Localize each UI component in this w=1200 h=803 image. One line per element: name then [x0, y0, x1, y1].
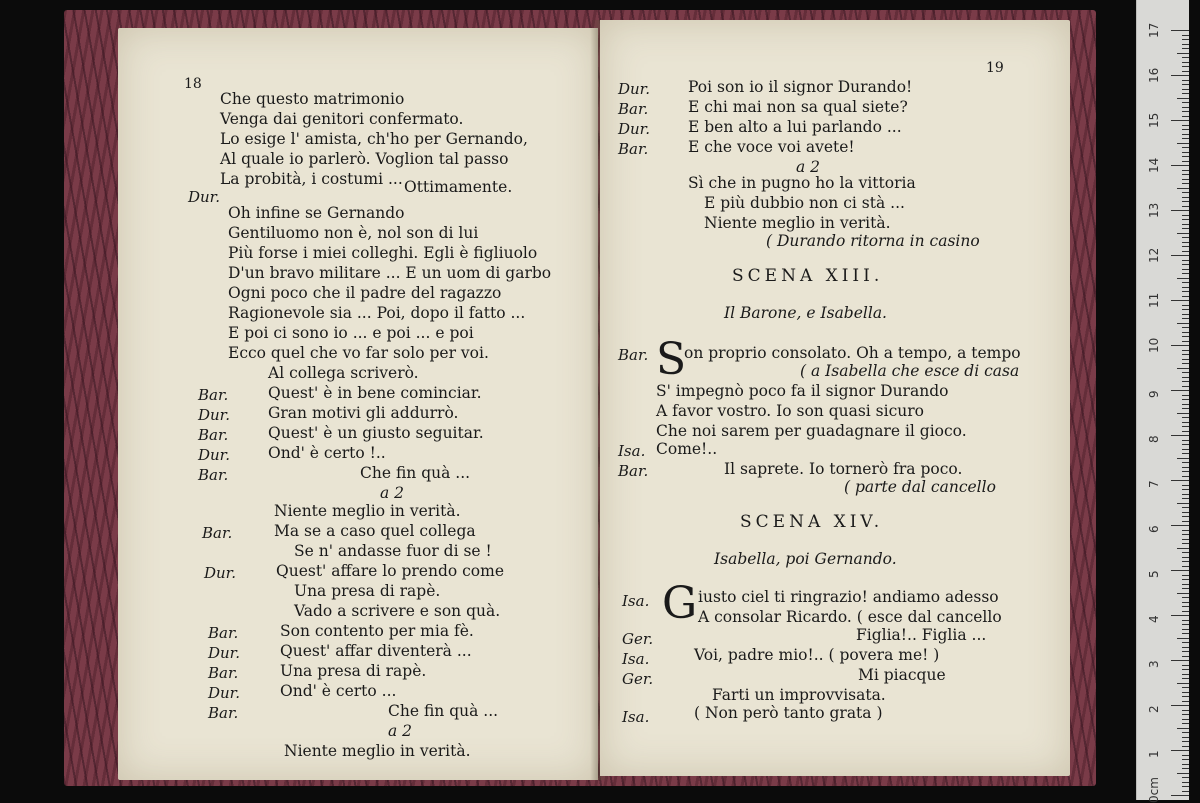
ruler-tick	[1182, 422, 1189, 423]
text-line: E poi ci sono io ... e poi ... e poi	[228, 324, 474, 342]
ruler-tick	[1171, 660, 1189, 661]
speaker-label: Bar.	[198, 386, 229, 404]
speaker-label: Bar.	[202, 524, 233, 542]
speaker-label: Ger.	[622, 630, 654, 648]
text-line: Più forse i miei colleghi. Egli è figliuolo	[228, 244, 538, 262]
ruler-tick	[1182, 102, 1189, 103]
ruler-tick	[1182, 507, 1189, 508]
ruler-tick	[1182, 417, 1189, 418]
ruler-tick	[1182, 296, 1189, 297]
ruler-tick	[1182, 147, 1189, 148]
text-line: Che fin quà ...	[388, 702, 499, 720]
left-page-number: 18	[184, 76, 202, 92]
ruler-tick	[1177, 53, 1189, 54]
ruler-tick	[1182, 314, 1189, 315]
ruler-tick	[1182, 786, 1189, 787]
ruler-tick	[1182, 521, 1189, 522]
ruler-tick	[1182, 125, 1189, 126]
right-page-number: 19	[986, 60, 1004, 76]
ruler-tick	[1171, 165, 1189, 166]
ruler-tick	[1182, 399, 1189, 400]
ruler-tick	[1182, 363, 1189, 364]
ruler-tick	[1182, 48, 1189, 49]
text-line: a 2	[380, 484, 405, 502]
ruler-tick	[1182, 579, 1189, 580]
ruler-tick	[1177, 593, 1189, 594]
ruler-label: 4	[1147, 615, 1161, 623]
ruler-tick	[1182, 561, 1189, 562]
ruler-tick	[1182, 665, 1189, 666]
ruler-tick	[1182, 111, 1189, 112]
ruler-tick	[1182, 129, 1189, 130]
text-line: Ecco quel che vo far solo per voi.	[228, 344, 489, 362]
ruler-tick	[1182, 350, 1189, 351]
ruler-tick	[1177, 278, 1189, 279]
ruler-tick	[1182, 462, 1189, 463]
text-line: Una presa di rapè.	[280, 662, 427, 680]
ruler-tick	[1182, 269, 1189, 270]
ruler-tick	[1182, 201, 1189, 202]
ruler-label: 0cm	[1147, 777, 1161, 803]
ruler-tick	[1182, 44, 1189, 45]
speaker-label: Bar.	[208, 624, 239, 642]
ruler-tick	[1182, 755, 1189, 756]
ruler-tick	[1182, 741, 1189, 742]
ruler-tick	[1171, 255, 1189, 256]
ruler-tick	[1171, 435, 1189, 436]
text-line: Che fin quà ...	[360, 464, 471, 482]
ruler-tick	[1182, 710, 1189, 711]
text-line: Niente meglio in verità.	[284, 742, 471, 760]
ruler-tick	[1182, 264, 1189, 265]
speaker-label: Bar.	[208, 704, 239, 722]
ruler-tick	[1182, 539, 1189, 540]
ruler-tick	[1171, 795, 1189, 796]
ruler-tick	[1182, 327, 1189, 328]
ruler-tick	[1171, 30, 1189, 31]
text-line: Quest' è in bene cominciar.	[268, 384, 482, 402]
ruler-tick	[1182, 696, 1189, 697]
ruler-tick	[1182, 354, 1189, 355]
ruler-tick	[1182, 318, 1189, 319]
ruler-label: 17	[1147, 22, 1161, 38]
ruler-tick	[1177, 638, 1189, 639]
text-line: Quest' è un giusto seguitar.	[268, 424, 484, 442]
ruler-tick	[1182, 174, 1189, 175]
ruler-tick	[1182, 282, 1189, 283]
ruler-tick	[1182, 633, 1189, 634]
ruler-tick	[1182, 386, 1189, 387]
ruler-tick	[1171, 390, 1189, 391]
ruler-tick	[1182, 440, 1189, 441]
ruler-tick	[1182, 732, 1189, 733]
ruler-tick	[1182, 530, 1189, 531]
ruler-tick	[1182, 777, 1189, 778]
text-line: Se n' andasse fuor di se !	[294, 542, 492, 560]
ruler-tick	[1182, 377, 1189, 378]
ruler-tick	[1182, 287, 1189, 288]
text-line: ( Non però tanto grata )	[694, 704, 883, 722]
text-line: Ragionevole sia ... Poi, dopo il fatto ...	[228, 304, 526, 322]
ruler-tick	[1182, 89, 1189, 90]
ruler-label: 14	[1147, 157, 1161, 173]
ruler-tick	[1177, 233, 1189, 234]
text-line: Quest' affare lo prendo come	[276, 562, 505, 580]
text-line: Sì che in pugno ho la vittoria	[688, 174, 916, 192]
ruler-label: 13	[1147, 202, 1161, 218]
ruler-tick	[1182, 629, 1189, 630]
ruler-tick	[1182, 642, 1189, 643]
ruler-tick	[1182, 498, 1189, 499]
ruler-label: 1	[1147, 750, 1161, 758]
ruler-tick	[1182, 332, 1189, 333]
speaker-label: Isa.	[622, 650, 650, 668]
ruler-tick	[1182, 692, 1189, 693]
ruler-tick	[1182, 791, 1189, 792]
ruler-tick	[1182, 219, 1189, 220]
speaker-label: Dur.	[204, 564, 236, 582]
text-line: on proprio consolato. Oh a tempo, a tempo	[684, 344, 1021, 362]
ruler-tick	[1171, 300, 1189, 301]
ruler-tick	[1182, 584, 1189, 585]
text-line: Ond' è certo ...	[280, 682, 397, 700]
ruler-tick	[1182, 359, 1189, 360]
speaker-label: Ger.	[622, 670, 654, 688]
ruler-tick	[1182, 759, 1189, 760]
ruler-tick	[1182, 138, 1189, 139]
text-line: E più dubbio non ci stà ...	[704, 194, 905, 212]
ruler-tick	[1182, 66, 1189, 67]
ruler-tick	[1171, 705, 1189, 706]
text-line: a 2	[388, 722, 413, 740]
ruler-tick	[1182, 543, 1189, 544]
text-line: Ond' è certo !..	[268, 444, 386, 462]
speaker-label: Dur.	[198, 446, 230, 464]
ruler-tick	[1182, 336, 1189, 337]
ruler-tick	[1182, 134, 1189, 135]
ruler-tick	[1182, 606, 1189, 607]
ruler-tick	[1182, 588, 1189, 589]
speaker-label: Bar.	[198, 426, 229, 444]
ruler-tick	[1182, 372, 1189, 373]
ruler-tick	[1182, 183, 1189, 184]
ruler-tick	[1182, 260, 1189, 261]
ruler-tick	[1177, 98, 1189, 99]
ruler-tick	[1182, 512, 1189, 513]
ruler-tick	[1182, 651, 1189, 652]
drop-cap: S	[656, 334, 687, 385]
ruler-tick	[1177, 773, 1189, 774]
ruler-tick	[1182, 476, 1189, 477]
text-line: Ma se a caso quel collega	[274, 522, 476, 540]
ruler-tick	[1171, 570, 1189, 571]
text-line: Voi, padre mio!.. ( povera me! )	[694, 646, 940, 664]
text-line: Quest' affar diventerà ...	[280, 642, 472, 660]
ruler-tick	[1182, 575, 1189, 576]
ruler-tick	[1182, 57, 1189, 58]
ruler-tick	[1182, 719, 1189, 720]
ruler-tick	[1182, 552, 1189, 553]
measurement-ruler	[1136, 0, 1189, 803]
ruler-tick	[1182, 714, 1189, 715]
ruler-tick	[1182, 228, 1189, 229]
ruler-label: 2	[1147, 705, 1161, 713]
ruler-tick	[1182, 215, 1189, 216]
text-line: Oh infine se Gernando	[228, 204, 405, 222]
ruler-label: 10	[1147, 337, 1161, 353]
ruler-tick	[1177, 683, 1189, 684]
text-line: A consolar Ricardo. ( esce dal cancello	[698, 608, 1002, 626]
speaker-label: Bar.	[618, 140, 649, 158]
text-line: Farti un improvvisata.	[712, 686, 886, 704]
speaker-label: Bar.	[618, 346, 649, 364]
ruler-tick	[1182, 494, 1189, 495]
ruler-tick	[1182, 620, 1189, 621]
text-line: Al collega scriverò.	[268, 364, 419, 382]
ruler-tick	[1182, 93, 1189, 94]
text-line: Al quale io parlerò. Voglion tal passo	[220, 150, 509, 168]
ruler-tick	[1182, 179, 1189, 180]
ruler-tick	[1182, 237, 1189, 238]
text-line: Una presa di rapè.	[294, 582, 441, 600]
ruler-tick	[1182, 489, 1189, 490]
ruler-label: 15	[1147, 112, 1161, 128]
ruler-tick	[1182, 656, 1189, 657]
ruler-tick	[1182, 309, 1189, 310]
ruler-tick	[1182, 597, 1189, 598]
ruler-tick	[1182, 84, 1189, 85]
ruler-tick	[1182, 701, 1189, 702]
ruler-tick	[1182, 768, 1189, 769]
speaker-label: Dur.	[208, 644, 240, 662]
speaker-label: Isa.	[618, 442, 646, 460]
ruler-tick	[1182, 305, 1189, 306]
text-line: a 2	[796, 158, 821, 176]
ruler-tick	[1182, 408, 1189, 409]
ruler-tick	[1177, 143, 1189, 144]
ruler-tick	[1182, 35, 1189, 36]
ruler-tick	[1171, 210, 1189, 211]
text-line: Lo esige l' amista, ch'ho per Gernando,	[220, 130, 528, 148]
speaker-label: Dur.	[618, 120, 650, 138]
ruler-tick	[1177, 503, 1189, 504]
ruler-tick	[1182, 431, 1189, 432]
text-line: ( parte dal cancello	[844, 478, 996, 496]
speaker-label: Bar.	[208, 664, 239, 682]
ruler-tick	[1182, 624, 1189, 625]
ruler-tick	[1171, 120, 1189, 121]
text-line: Niente meglio in verità.	[704, 214, 891, 232]
ruler-tick	[1182, 246, 1189, 247]
ruler-tick	[1182, 251, 1189, 252]
text-line: S' impegnò poco fa il signor Durando	[656, 382, 949, 400]
ruler-tick	[1182, 723, 1189, 724]
ruler-label: 11	[1147, 292, 1161, 308]
ruler-tick	[1182, 291, 1189, 292]
drop-cap: G	[662, 578, 698, 629]
ruler-tick	[1182, 557, 1189, 558]
ruler-tick	[1182, 152, 1189, 153]
ruler-tick	[1182, 273, 1189, 274]
text-line: ( a Isabella che esce di casa	[800, 362, 1020, 380]
ruler-tick	[1182, 678, 1189, 679]
ruler-tick	[1182, 485, 1189, 486]
ruler-tick	[1182, 444, 1189, 445]
ruler-tick	[1177, 728, 1189, 729]
ruler-tick	[1182, 737, 1189, 738]
text-line: Come!..	[656, 440, 718, 458]
ruler-label: 7	[1147, 480, 1161, 488]
text-line: Che questo matrimonio	[220, 90, 405, 108]
speaker-label: Bar.	[618, 100, 649, 118]
ruler-tick	[1182, 602, 1189, 603]
text-line: iusto ciel ti ringrazio! andiamo adesso	[698, 588, 999, 606]
ruler-tick	[1177, 368, 1189, 369]
speaker-label: Dur.	[618, 80, 650, 98]
ruler-tick	[1182, 764, 1189, 765]
text-line: Ogni poco che il padre del ragazzo	[228, 284, 502, 302]
ruler-tick	[1171, 480, 1189, 481]
text-line: Venga dai genitori confermato.	[220, 110, 464, 128]
ruler-label: 16	[1147, 67, 1161, 83]
ruler-tick	[1182, 39, 1189, 40]
text-line: Che noi sarem per guadagnare il gioco.	[656, 422, 967, 440]
ruler-label: 12	[1147, 247, 1161, 263]
ruler-tick	[1182, 71, 1189, 72]
ruler-tick	[1182, 746, 1189, 747]
scene-characters: Il Barone, e Isabella.	[724, 304, 887, 322]
scene-heading: SCENA XIII.	[732, 266, 884, 286]
ruler-tick	[1177, 413, 1189, 414]
ruler-label: 6	[1147, 525, 1161, 533]
text-line: Niente meglio in verità.	[274, 502, 461, 520]
speaker-label: Bar.	[198, 466, 229, 484]
ruler-tick	[1182, 395, 1189, 396]
right-page	[600, 20, 1070, 776]
ruler-tick	[1182, 467, 1189, 468]
ruler-tick	[1177, 323, 1189, 324]
speaker-label: Isa.	[622, 592, 650, 610]
text-line: Gran motivi gli addurrò.	[268, 404, 459, 422]
text-line: E ben alto a lui parlando ...	[688, 118, 902, 136]
ruler-tick	[1182, 197, 1189, 198]
ruler-tick	[1182, 224, 1189, 225]
speaker-label: Isa.	[622, 708, 650, 726]
ruler-tick	[1182, 156, 1189, 157]
ruler-tick	[1182, 242, 1189, 243]
text-line: A favor vostro. Io son quasi sicuro	[656, 402, 924, 420]
ruler-tick	[1182, 192, 1189, 193]
ruler-tick	[1182, 516, 1189, 517]
ruler-tick	[1182, 206, 1189, 207]
ruler-tick	[1182, 426, 1189, 427]
speaker-label: Dur.	[198, 406, 230, 424]
ruler-tick	[1171, 75, 1189, 76]
ruler-tick	[1182, 107, 1189, 108]
text-line: E che voce voi avete!	[688, 138, 855, 156]
ruler-tick	[1171, 750, 1189, 751]
ruler-label: 5	[1147, 570, 1161, 578]
text-line: E chi mai non sa qual siete?	[688, 98, 908, 116]
ruler-tick	[1182, 170, 1189, 171]
scene-heading: SCENA XIV.	[740, 512, 884, 532]
speaker-label: Dur.	[188, 188, 220, 206]
ruler-tick	[1182, 471, 1189, 472]
text-line: Mi piacque	[858, 666, 946, 684]
text-line: Son contento per mia fè.	[280, 622, 474, 640]
text-line: Figlia!.. Figlia ...	[856, 626, 987, 644]
ruler-tick	[1182, 782, 1189, 783]
text-line: ( Durando ritorna in casino	[766, 232, 980, 250]
text-line: Vado a scrivere e son quà.	[294, 602, 501, 620]
text-line: Poi son io il signor Durando!	[688, 78, 913, 96]
text-line: La probità, i costumi ...	[220, 170, 403, 188]
ruler-tick	[1182, 611, 1189, 612]
ruler-tick	[1182, 453, 1189, 454]
speaker-label: Dur.	[208, 684, 240, 702]
ruler-label: 8	[1147, 435, 1161, 443]
ruler-tick	[1182, 341, 1189, 342]
ruler-label: 3	[1147, 660, 1161, 668]
ruler-tick	[1182, 161, 1189, 162]
ruler-tick	[1177, 188, 1189, 189]
text-line: D'un bravo militare ... E un uom di garbo	[228, 264, 552, 282]
left-page	[118, 28, 598, 780]
ruler-label: 9	[1147, 390, 1161, 398]
ruler-tick	[1182, 669, 1189, 670]
ruler-tick	[1182, 647, 1189, 648]
ruler-tick	[1182, 404, 1189, 405]
ruler-tick	[1182, 62, 1189, 63]
speaker-label: Bar.	[618, 462, 649, 480]
ruler-tick	[1182, 687, 1189, 688]
ruler-tick	[1182, 449, 1189, 450]
ruler-tick	[1182, 381, 1189, 382]
text-line: Ottimamente.	[404, 178, 513, 196]
ruler-tick	[1182, 116, 1189, 117]
ruler-tick	[1171, 345, 1189, 346]
text-line: Il saprete. Io tornerò fra poco.	[724, 460, 963, 478]
ruler-tick	[1171, 615, 1189, 616]
ruler-tick	[1177, 458, 1189, 459]
ruler-tick	[1177, 548, 1189, 549]
scene-characters: Isabella, poi Gernando.	[714, 550, 897, 568]
text-line: Gentiluomo non è, nol son di lui	[228, 224, 479, 242]
ruler-tick	[1182, 80, 1189, 81]
ruler-tick	[1182, 534, 1189, 535]
ruler-tick	[1182, 674, 1189, 675]
ruler-tick	[1182, 566, 1189, 567]
ruler-tick	[1171, 525, 1189, 526]
